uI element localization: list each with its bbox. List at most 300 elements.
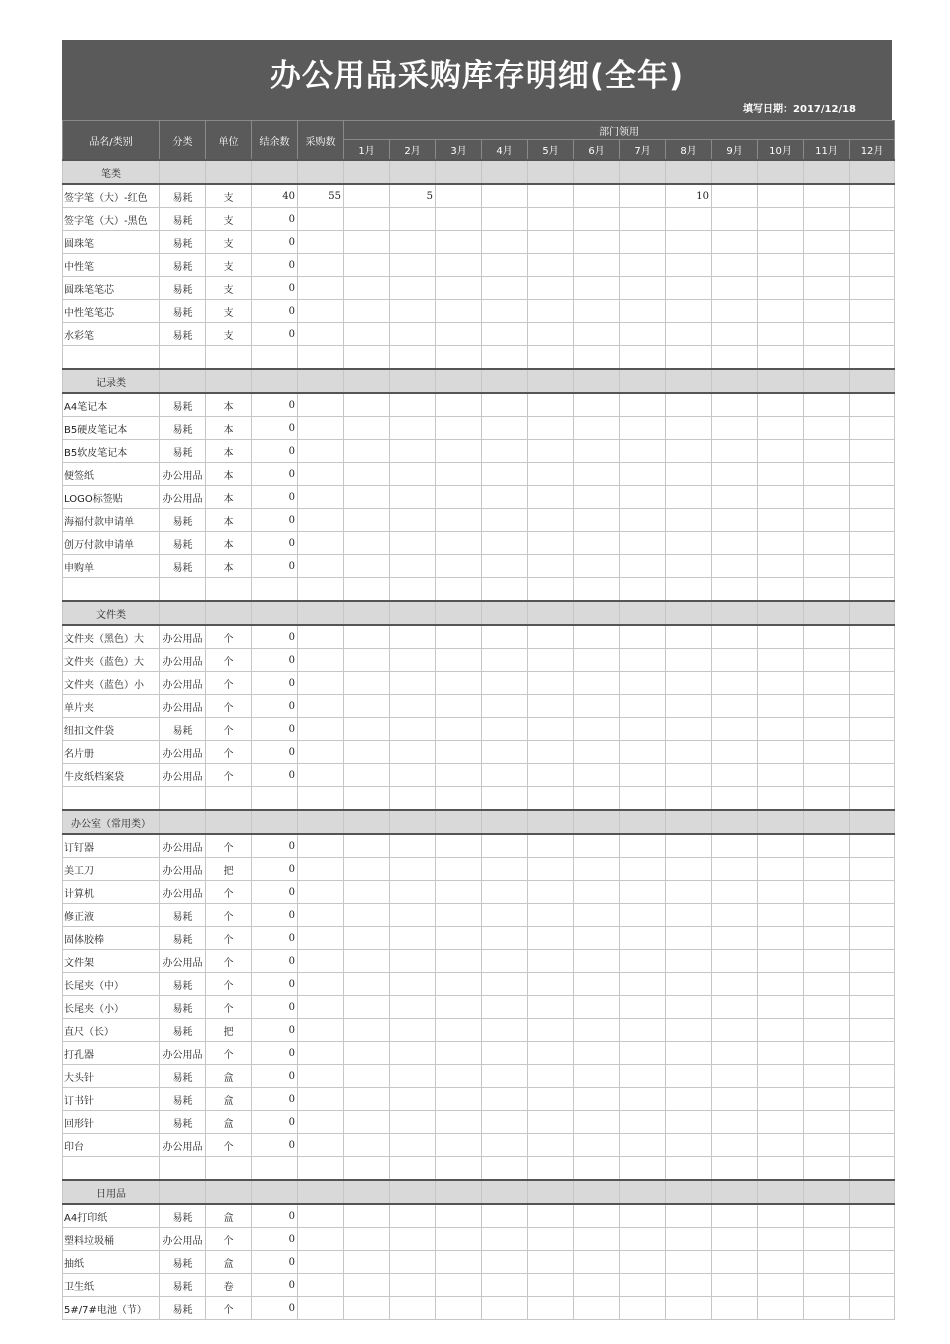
month-usage-cell[interactable] bbox=[574, 1274, 620, 1297]
item-purchase-cell[interactable] bbox=[298, 254, 344, 277]
blank-cell[interactable] bbox=[390, 1157, 436, 1181]
month-usage-cell[interactable] bbox=[712, 440, 758, 463]
blank-cell[interactable] bbox=[666, 787, 712, 811]
month-usage-cell[interactable] bbox=[344, 509, 390, 532]
month-usage-cell[interactable] bbox=[436, 277, 482, 300]
month-usage-cell[interactable] bbox=[344, 1111, 390, 1134]
month-usage-cell[interactable] bbox=[620, 1065, 666, 1088]
item-name-cell[interactable]: 牛皮纸档案袋 bbox=[63, 764, 160, 787]
month-usage-cell[interactable] bbox=[758, 695, 804, 718]
item-balance-cell[interactable]: 0 bbox=[252, 1297, 298, 1320]
item-balance-cell[interactable]: 0 bbox=[252, 1274, 298, 1297]
month-usage-cell[interactable] bbox=[620, 440, 666, 463]
month-usage-cell[interactable] bbox=[804, 486, 850, 509]
item-balance-cell[interactable]: 0 bbox=[252, 996, 298, 1019]
blank-cell[interactable] bbox=[712, 578, 758, 602]
item-unit-cell[interactable]: 本 bbox=[206, 532, 252, 555]
item-category-cell[interactable]: 办公用品 bbox=[160, 695, 206, 718]
blank-cell[interactable] bbox=[298, 346, 344, 370]
month-usage-cell[interactable] bbox=[344, 1019, 390, 1042]
item-unit-cell[interactable]: 个 bbox=[206, 1228, 252, 1251]
month-usage-cell[interactable] bbox=[758, 881, 804, 904]
item-balance-cell[interactable]: 0 bbox=[252, 463, 298, 486]
month-usage-cell[interactable] bbox=[712, 996, 758, 1019]
item-balance-cell[interactable]: 0 bbox=[252, 440, 298, 463]
month-usage-cell[interactable] bbox=[574, 881, 620, 904]
item-purchase-cell[interactable] bbox=[298, 509, 344, 532]
month-usage-cell[interactable] bbox=[344, 1042, 390, 1065]
blank-cell[interactable] bbox=[344, 1157, 390, 1181]
item-purchase-cell[interactable] bbox=[298, 625, 344, 649]
month-usage-cell[interactable] bbox=[436, 1204, 482, 1228]
item-unit-cell[interactable]: 支 bbox=[206, 277, 252, 300]
month-usage-cell[interactable] bbox=[482, 323, 528, 346]
month-usage-cell[interactable] bbox=[620, 950, 666, 973]
month-usage-cell[interactable] bbox=[390, 463, 436, 486]
month-usage-cell[interactable] bbox=[620, 741, 666, 764]
month-usage-cell[interactable] bbox=[758, 1297, 804, 1320]
item-unit-cell[interactable]: 个 bbox=[206, 695, 252, 718]
month-usage-cell[interactable] bbox=[482, 1065, 528, 1088]
item-category-cell[interactable]: 易耗 bbox=[160, 300, 206, 323]
month-usage-cell[interactable] bbox=[758, 996, 804, 1019]
item-name-cell[interactable]: 抽纸 bbox=[63, 1251, 160, 1274]
month-usage-cell[interactable] bbox=[574, 764, 620, 787]
month-usage-cell[interactable] bbox=[390, 904, 436, 927]
month-usage-cell[interactable] bbox=[666, 996, 712, 1019]
month-usage-cell[interactable] bbox=[574, 509, 620, 532]
month-usage-cell[interactable] bbox=[850, 764, 895, 787]
month-usage-cell[interactable] bbox=[712, 417, 758, 440]
item-category-cell[interactable]: 办公用品 bbox=[160, 1228, 206, 1251]
month-usage-cell[interactable] bbox=[620, 996, 666, 1019]
month-usage-cell[interactable] bbox=[666, 393, 712, 417]
item-name-cell[interactable]: 海福付款申请单 bbox=[63, 509, 160, 532]
month-usage-cell[interactable] bbox=[436, 1088, 482, 1111]
month-usage-cell[interactable] bbox=[758, 532, 804, 555]
month-usage-cell[interactable] bbox=[344, 300, 390, 323]
item-name-cell[interactable]: 文件夹（蓝色）大 bbox=[63, 649, 160, 672]
month-usage-cell[interactable] bbox=[482, 904, 528, 927]
month-usage-cell[interactable] bbox=[436, 1111, 482, 1134]
item-balance-cell[interactable]: 0 bbox=[252, 672, 298, 695]
month-usage-cell[interactable] bbox=[482, 1042, 528, 1065]
month-usage-cell[interactable] bbox=[620, 1297, 666, 1320]
month-usage-cell[interactable] bbox=[528, 672, 574, 695]
item-balance-cell[interactable]: 0 bbox=[252, 231, 298, 254]
item-unit-cell[interactable]: 个 bbox=[206, 834, 252, 858]
item-unit-cell[interactable]: 盒 bbox=[206, 1065, 252, 1088]
blank-cell[interactable] bbox=[574, 787, 620, 811]
month-usage-cell[interactable] bbox=[712, 1204, 758, 1228]
item-balance-cell[interactable]: 0 bbox=[252, 254, 298, 277]
blank-cell[interactable] bbox=[758, 787, 804, 811]
month-usage-cell[interactable] bbox=[436, 858, 482, 881]
month-usage-cell[interactable] bbox=[620, 393, 666, 417]
month-usage-cell[interactable] bbox=[758, 764, 804, 787]
blank-cell[interactable] bbox=[436, 578, 482, 602]
month-usage-cell[interactable] bbox=[666, 440, 712, 463]
month-usage-cell[interactable] bbox=[528, 300, 574, 323]
item-purchase-cell[interactable] bbox=[298, 764, 344, 787]
item-category-cell[interactable]: 易耗 bbox=[160, 1251, 206, 1274]
item-purchase-cell[interactable] bbox=[298, 904, 344, 927]
month-usage-cell[interactable] bbox=[528, 509, 574, 532]
month-usage-cell[interactable] bbox=[436, 1274, 482, 1297]
month-usage-cell[interactable] bbox=[436, 300, 482, 323]
month-usage-cell[interactable] bbox=[666, 649, 712, 672]
month-usage-cell[interactable] bbox=[804, 625, 850, 649]
item-balance-cell[interactable]: 0 bbox=[252, 555, 298, 578]
month-usage-cell[interactable] bbox=[804, 927, 850, 950]
item-unit-cell[interactable]: 个 bbox=[206, 881, 252, 904]
month-usage-cell[interactable] bbox=[528, 254, 574, 277]
item-balance-cell[interactable]: 0 bbox=[252, 1204, 298, 1228]
item-unit-cell[interactable]: 本 bbox=[206, 440, 252, 463]
month-usage-cell[interactable] bbox=[528, 881, 574, 904]
month-usage-cell[interactable] bbox=[344, 1251, 390, 1274]
item-category-cell[interactable]: 易耗 bbox=[160, 440, 206, 463]
item-unit-cell[interactable]: 个 bbox=[206, 1042, 252, 1065]
month-usage-cell[interactable] bbox=[850, 509, 895, 532]
month-usage-cell[interactable] bbox=[850, 393, 895, 417]
blank-cell[interactable] bbox=[850, 787, 895, 811]
item-name-cell[interactable]: 签字笔（大）-黑色 bbox=[63, 208, 160, 231]
month-usage-cell[interactable] bbox=[390, 996, 436, 1019]
month-usage-cell[interactable] bbox=[850, 1204, 895, 1228]
month-usage-cell[interactable] bbox=[712, 927, 758, 950]
month-usage-cell[interactable] bbox=[804, 1251, 850, 1274]
month-usage-cell[interactable] bbox=[850, 695, 895, 718]
month-usage-cell[interactable] bbox=[528, 277, 574, 300]
item-balance-cell[interactable]: 0 bbox=[252, 1042, 298, 1065]
item-purchase-cell[interactable] bbox=[298, 555, 344, 578]
month-usage-cell[interactable] bbox=[344, 532, 390, 555]
month-usage-cell[interactable] bbox=[436, 927, 482, 950]
item-unit-cell[interactable]: 本 bbox=[206, 486, 252, 509]
month-usage-cell[interactable] bbox=[344, 1088, 390, 1111]
item-category-cell[interactable]: 办公用品 bbox=[160, 834, 206, 858]
month-usage-cell[interactable] bbox=[528, 1274, 574, 1297]
month-usage-cell[interactable] bbox=[712, 741, 758, 764]
blank-cell[interactable] bbox=[390, 346, 436, 370]
month-usage-cell[interactable] bbox=[344, 904, 390, 927]
month-usage-cell[interactable] bbox=[436, 1228, 482, 1251]
item-balance-cell[interactable]: 0 bbox=[252, 277, 298, 300]
blank-cell[interactable] bbox=[160, 1157, 206, 1181]
month-usage-cell[interactable] bbox=[436, 695, 482, 718]
month-usage-cell[interactable] bbox=[436, 834, 482, 858]
month-usage-cell[interactable] bbox=[712, 834, 758, 858]
month-usage-cell[interactable] bbox=[712, 1111, 758, 1134]
item-purchase-cell[interactable] bbox=[298, 1251, 344, 1274]
month-usage-cell[interactable] bbox=[528, 834, 574, 858]
month-usage-cell[interactable] bbox=[620, 695, 666, 718]
month-usage-cell[interactable] bbox=[436, 532, 482, 555]
month-usage-cell[interactable] bbox=[712, 254, 758, 277]
month-usage-cell[interactable] bbox=[436, 417, 482, 440]
blank-cell[interactable] bbox=[850, 346, 895, 370]
month-usage-cell[interactable] bbox=[528, 695, 574, 718]
item-unit-cell[interactable]: 本 bbox=[206, 555, 252, 578]
month-usage-cell[interactable] bbox=[482, 927, 528, 950]
month-usage-cell[interactable] bbox=[804, 1274, 850, 1297]
month-usage-cell[interactable] bbox=[574, 858, 620, 881]
month-usage-cell[interactable] bbox=[482, 231, 528, 254]
blank-cell[interactable] bbox=[666, 578, 712, 602]
month-usage-cell[interactable] bbox=[712, 649, 758, 672]
item-name-cell[interactable]: 修正液 bbox=[63, 904, 160, 927]
item-name-cell[interactable]: 纽扣文件袋 bbox=[63, 718, 160, 741]
month-usage-cell[interactable] bbox=[390, 950, 436, 973]
month-usage-cell[interactable] bbox=[390, 695, 436, 718]
month-usage-cell[interactable] bbox=[344, 672, 390, 695]
item-category-cell[interactable]: 易耗 bbox=[160, 231, 206, 254]
month-usage-cell[interactable] bbox=[850, 1297, 895, 1320]
month-usage-cell[interactable] bbox=[436, 881, 482, 904]
month-usage-cell[interactable] bbox=[436, 1251, 482, 1274]
item-purchase-cell[interactable] bbox=[298, 463, 344, 486]
month-usage-cell[interactable] bbox=[344, 277, 390, 300]
month-usage-cell[interactable] bbox=[758, 1065, 804, 1088]
month-usage-cell[interactable] bbox=[390, 393, 436, 417]
month-usage-cell[interactable] bbox=[390, 764, 436, 787]
item-purchase-cell[interactable] bbox=[298, 1274, 344, 1297]
month-usage-cell[interactable] bbox=[850, 417, 895, 440]
month-usage-cell[interactable] bbox=[666, 463, 712, 486]
month-usage-cell[interactable] bbox=[436, 509, 482, 532]
month-usage-cell[interactable] bbox=[482, 463, 528, 486]
month-usage-cell[interactable] bbox=[436, 625, 482, 649]
month-usage-cell[interactable] bbox=[758, 254, 804, 277]
item-name-cell[interactable]: A4笔记本 bbox=[63, 393, 160, 417]
month-usage-cell[interactable] bbox=[528, 440, 574, 463]
month-usage-cell[interactable] bbox=[666, 1088, 712, 1111]
item-name-cell[interactable]: 塑料垃圾桶 bbox=[63, 1228, 160, 1251]
month-usage-cell[interactable] bbox=[666, 695, 712, 718]
month-usage-cell[interactable] bbox=[344, 254, 390, 277]
month-usage-cell[interactable] bbox=[758, 904, 804, 927]
month-usage-cell[interactable] bbox=[574, 184, 620, 208]
month-usage-cell[interactable] bbox=[620, 904, 666, 927]
month-usage-cell[interactable] bbox=[528, 463, 574, 486]
month-usage-cell[interactable] bbox=[344, 881, 390, 904]
month-usage-cell[interactable] bbox=[482, 881, 528, 904]
month-usage-cell[interactable] bbox=[528, 1134, 574, 1157]
month-usage-cell[interactable] bbox=[436, 1297, 482, 1320]
blank-cell[interactable] bbox=[482, 346, 528, 370]
month-usage-cell[interactable] bbox=[528, 625, 574, 649]
item-category-cell[interactable]: 易耗 bbox=[160, 184, 206, 208]
item-balance-cell[interactable]: 0 bbox=[252, 1228, 298, 1251]
month-usage-cell[interactable] bbox=[850, 463, 895, 486]
month-usage-cell[interactable] bbox=[758, 625, 804, 649]
item-purchase-cell[interactable] bbox=[298, 718, 344, 741]
blank-cell[interactable] bbox=[574, 578, 620, 602]
month-usage-cell[interactable] bbox=[804, 1019, 850, 1042]
item-purchase-cell[interactable] bbox=[298, 1065, 344, 1088]
month-usage-cell[interactable] bbox=[344, 973, 390, 996]
month-usage-cell[interactable] bbox=[574, 1251, 620, 1274]
blank-cell[interactable] bbox=[758, 346, 804, 370]
item-category-cell[interactable]: 易耗 bbox=[160, 1111, 206, 1134]
month-usage-cell[interactable] bbox=[850, 834, 895, 858]
month-usage-cell[interactable] bbox=[574, 486, 620, 509]
month-usage-cell[interactable] bbox=[804, 440, 850, 463]
month-usage-cell[interactable] bbox=[712, 973, 758, 996]
item-balance-cell[interactable]: 0 bbox=[252, 950, 298, 973]
month-usage-cell[interactable] bbox=[666, 741, 712, 764]
item-category-cell[interactable]: 易耗 bbox=[160, 927, 206, 950]
item-name-cell[interactable]: 固体胶棒 bbox=[63, 927, 160, 950]
month-usage-cell[interactable] bbox=[390, 532, 436, 555]
month-usage-cell[interactable] bbox=[574, 277, 620, 300]
month-usage-cell[interactable] bbox=[574, 555, 620, 578]
month-usage-cell[interactable] bbox=[804, 254, 850, 277]
item-purchase-cell[interactable] bbox=[298, 1297, 344, 1320]
month-usage-cell[interactable] bbox=[620, 625, 666, 649]
month-usage-cell[interactable] bbox=[390, 300, 436, 323]
item-purchase-cell[interactable] bbox=[298, 973, 344, 996]
item-balance-cell[interactable]: 0 bbox=[252, 1065, 298, 1088]
month-usage-cell[interactable] bbox=[574, 440, 620, 463]
month-usage-cell[interactable] bbox=[344, 649, 390, 672]
month-usage-cell[interactable] bbox=[482, 764, 528, 787]
item-purchase-cell[interactable] bbox=[298, 695, 344, 718]
month-usage-cell[interactable] bbox=[712, 532, 758, 555]
item-category-cell[interactable]: 易耗 bbox=[160, 555, 206, 578]
item-name-cell[interactable]: 中性笔 bbox=[63, 254, 160, 277]
month-usage-cell[interactable] bbox=[666, 1228, 712, 1251]
month-usage-cell[interactable] bbox=[850, 625, 895, 649]
month-usage-cell[interactable] bbox=[574, 973, 620, 996]
month-usage-cell[interactable] bbox=[850, 1019, 895, 1042]
month-usage-cell[interactable] bbox=[620, 277, 666, 300]
month-usage-cell[interactable] bbox=[436, 1019, 482, 1042]
month-usage-cell[interactable] bbox=[574, 1111, 620, 1134]
month-usage-cell[interactable] bbox=[344, 393, 390, 417]
item-unit-cell[interactable]: 本 bbox=[206, 509, 252, 532]
month-usage-cell[interactable] bbox=[666, 1065, 712, 1088]
item-category-cell[interactable]: 办公用品 bbox=[160, 858, 206, 881]
month-usage-cell[interactable] bbox=[574, 300, 620, 323]
month-usage-cell[interactable] bbox=[528, 1251, 574, 1274]
blank-cell[interactable] bbox=[620, 787, 666, 811]
item-unit-cell[interactable]: 个 bbox=[206, 927, 252, 950]
item-purchase-cell[interactable] bbox=[298, 208, 344, 231]
month-usage-cell[interactable] bbox=[804, 764, 850, 787]
item-category-cell[interactable]: 办公用品 bbox=[160, 881, 206, 904]
month-usage-cell[interactable] bbox=[712, 231, 758, 254]
item-unit-cell[interactable]: 盒 bbox=[206, 1088, 252, 1111]
month-usage-cell[interactable] bbox=[436, 393, 482, 417]
month-usage-cell[interactable] bbox=[344, 1297, 390, 1320]
item-unit-cell[interactable]: 支 bbox=[206, 208, 252, 231]
item-purchase-cell[interactable] bbox=[298, 649, 344, 672]
item-name-cell[interactable]: 中性笔笔芯 bbox=[63, 300, 160, 323]
item-category-cell[interactable]: 易耗 bbox=[160, 393, 206, 417]
month-usage-cell[interactable] bbox=[850, 950, 895, 973]
month-usage-cell[interactable] bbox=[574, 532, 620, 555]
month-usage-cell[interactable] bbox=[850, 1111, 895, 1134]
item-unit-cell[interactable]: 个 bbox=[206, 741, 252, 764]
item-purchase-cell[interactable] bbox=[298, 927, 344, 950]
item-name-cell[interactable]: 申购单 bbox=[63, 555, 160, 578]
month-usage-cell[interactable] bbox=[850, 1251, 895, 1274]
month-usage-cell[interactable] bbox=[758, 1204, 804, 1228]
month-usage-cell[interactable] bbox=[528, 555, 574, 578]
month-usage-cell[interactable] bbox=[850, 486, 895, 509]
blank-cell[interactable] bbox=[850, 1157, 895, 1181]
month-usage-cell[interactable] bbox=[574, 231, 620, 254]
month-usage-cell[interactable] bbox=[666, 718, 712, 741]
month-usage-cell[interactable] bbox=[620, 1111, 666, 1134]
month-usage-cell[interactable] bbox=[528, 649, 574, 672]
item-category-cell[interactable]: 易耗 bbox=[160, 208, 206, 231]
blank-cell[interactable] bbox=[620, 1157, 666, 1181]
blank-cell[interactable] bbox=[252, 787, 298, 811]
month-usage-cell[interactable] bbox=[712, 625, 758, 649]
month-usage-cell[interactable] bbox=[620, 509, 666, 532]
blank-cell[interactable] bbox=[436, 787, 482, 811]
blank-cell[interactable] bbox=[804, 1157, 850, 1181]
month-usage-cell[interactable] bbox=[758, 231, 804, 254]
month-usage-cell[interactable] bbox=[850, 718, 895, 741]
month-usage-cell[interactable] bbox=[620, 532, 666, 555]
month-usage-cell[interactable] bbox=[850, 858, 895, 881]
month-usage-cell[interactable] bbox=[574, 1134, 620, 1157]
month-usage-cell[interactable] bbox=[850, 741, 895, 764]
month-usage-cell[interactable] bbox=[528, 858, 574, 881]
item-category-cell[interactable]: 易耗 bbox=[160, 973, 206, 996]
month-usage-cell[interactable] bbox=[528, 208, 574, 231]
month-usage-cell[interactable] bbox=[850, 323, 895, 346]
month-usage-cell[interactable] bbox=[390, 672, 436, 695]
item-balance-cell[interactable]: 0 bbox=[252, 1019, 298, 1042]
month-usage-cell[interactable] bbox=[390, 927, 436, 950]
month-usage-cell[interactable] bbox=[528, 1297, 574, 1320]
month-usage-cell[interactable] bbox=[620, 672, 666, 695]
month-usage-cell[interactable] bbox=[850, 231, 895, 254]
month-usage-cell[interactable] bbox=[712, 393, 758, 417]
month-usage-cell[interactable] bbox=[482, 695, 528, 718]
item-unit-cell[interactable]: 支 bbox=[206, 323, 252, 346]
month-usage-cell[interactable] bbox=[528, 1204, 574, 1228]
blank-cell[interactable] bbox=[252, 578, 298, 602]
month-usage-cell[interactable] bbox=[344, 1274, 390, 1297]
item-name-cell[interactable]: 长尾夹（中） bbox=[63, 973, 160, 996]
month-usage-cell[interactable] bbox=[528, 393, 574, 417]
month-usage-cell[interactable] bbox=[804, 649, 850, 672]
month-usage-cell[interactable] bbox=[482, 625, 528, 649]
month-usage-cell[interactable] bbox=[528, 1228, 574, 1251]
month-usage-cell[interactable] bbox=[436, 649, 482, 672]
blank-cell[interactable] bbox=[344, 346, 390, 370]
month-usage-cell[interactable] bbox=[666, 625, 712, 649]
month-usage-cell[interactable] bbox=[666, 1042, 712, 1065]
month-usage-cell[interactable] bbox=[482, 300, 528, 323]
month-usage-cell[interactable] bbox=[666, 532, 712, 555]
item-purchase-cell[interactable] bbox=[298, 231, 344, 254]
item-category-cell[interactable]: 易耗 bbox=[160, 1065, 206, 1088]
item-balance-cell[interactable]: 0 bbox=[252, 881, 298, 904]
month-usage-cell[interactable] bbox=[804, 393, 850, 417]
month-usage-cell[interactable] bbox=[574, 1228, 620, 1251]
item-unit-cell[interactable]: 个 bbox=[206, 764, 252, 787]
month-usage-cell[interactable] bbox=[758, 858, 804, 881]
month-usage-cell[interactable] bbox=[482, 532, 528, 555]
month-usage-cell[interactable] bbox=[804, 323, 850, 346]
